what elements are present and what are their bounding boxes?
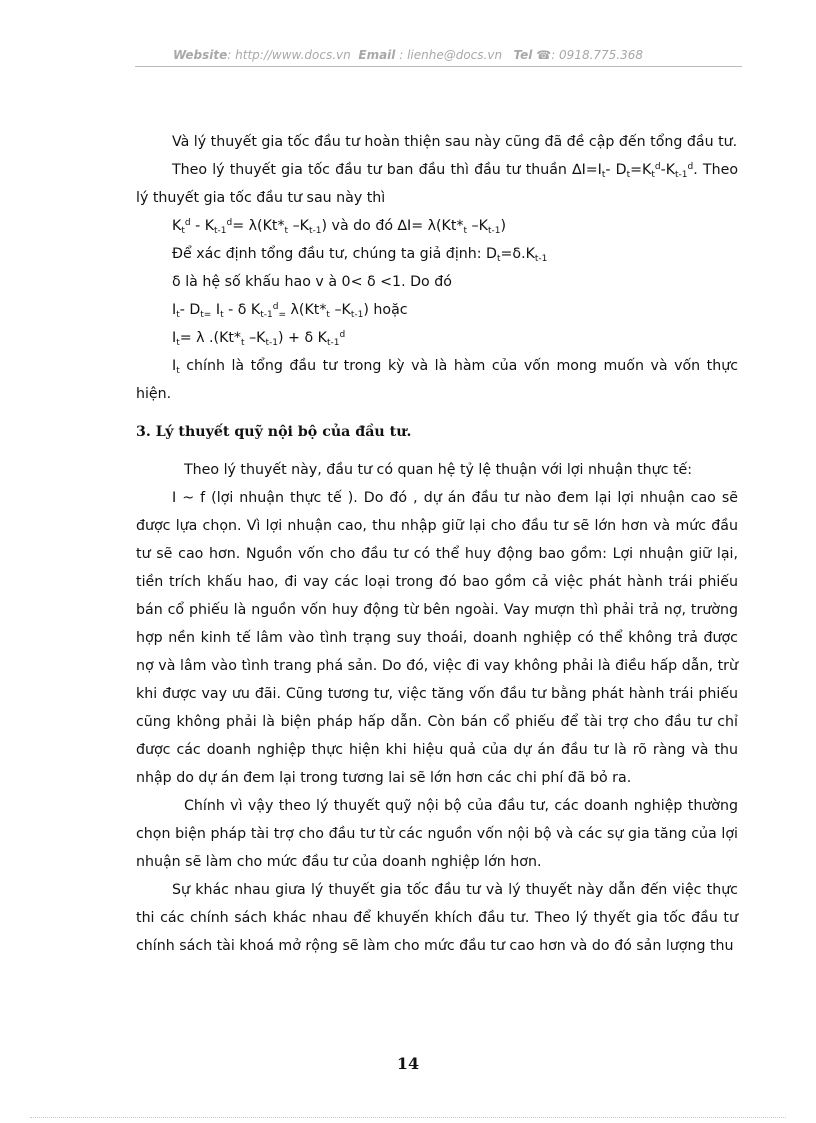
website-label: Website <box>172 48 228 62</box>
formula-3: δ là hệ số khấu hao v à 0< δ <1. Do đó <box>172 274 452 290</box>
formula-2: Để xác định tổng đầu tư, chúng ta giả định: $D_t=\delta.K_{t-1}$ <box>172 246 548 264</box>
email-value: : lienhe@docs.vn <box>395 48 503 62</box>
paragraph-7: Sự khác nhau giưa lý thuyết gia tốc đầu tư và lý thuyết này dẫn đến việc thực thi các chính sách khác nhau để khuyến khích đầu tư. Theo lý thyết gia tốc đầu tư chính sách tài khoá mở rộng sẽ làm cho mức đầu tư cao hơn và do đó sản lượng thu <box>136 882 738 954</box>
formula-1: $K_t^d - K_{t-1}^d= \lambda(Kt*_t$ $-K_{t-1}$) và do đó $\Delta I= \lambda(Kt*_t$ $-K_{t-1}$) <box>172 218 507 236</box>
paragraph-5: I ~ f (lợi nhuận thực tế ). Do đó , dự án đầu tư nào đem lại lợi nhuận cao sẽ được lựa chọn. Vì lợi nhuận cao, thu nhập giữ lại cho đầu tư sẽ lớn hơn và mức đầu tư sẽ cao hơn. Nguồn vốn cho đầu tư có thể huy động bao gồm: Lợi nhuận giữ lại, tiền trích khấu hao, đi vay các loại trong đó bao gồm cả việc phát hành trái phiếu bán cổ phiếu là nguồn vốn huy động từ bên ngoài. Vay mượn thì phải trả nợ, trường hợp nền kinh tế lâm vào tình trạng suy thoái, doanh nghiệp có thể không trả được nợ và lâm vào tình trang phá sản. Do đó, việc đi vay không phải là điều hấp dẫn, trừ khi được vay ưu đãi. Cũng tương tư, việc tăng vốn đầu tư bằng phát hành trái phiếu cũng không phải là biện pháp hấp dẫn. Còn bán cổ phiếu để tài trợ cho đầu tư chỉ được các doanh nghiệp thực hiện khi hiệu quả của dự án đầu tư là rõ ràng và thu nhập do dự án đem lại trong tương lai sẽ lớn hơn các chi phí đã bỏ ra. <box>136 490 738 786</box>
formula-4: $I_t-$ $D_{t=}$ $I_t$ - δ $K_{t-1}^d_=$ $\lambda(Kt*_t$ $-K_{t-1}$) hoặc <box>172 302 408 320</box>
tel-value: : 0918.775.368 <box>551 48 644 62</box>
formula-5: $I_t= \lambda$ $.(Kt*_t$ $-K_{t-1}) + \delta$ $K_{t-1}^d$ <box>172 330 346 348</box>
phone-icon: ☎ <box>536 48 552 62</box>
paragraph-4: Theo lý thuyết này, đầu tư có quan hệ tỷ lệ thuận với lợi nhuận thực tế: <box>184 462 693 478</box>
page-number: 14 <box>396 1054 420 1073</box>
footer-divider <box>30 1117 786 1118</box>
paragraph-2: Theo lý thuyết gia tốc đầu tư ban đầu thì đầu tư thuần $\Delta I=I_t-$ $D_t=K_t^d-K_{t-1}^d$. Theo lý thuyết gia tốc đầu tư sau này thì <box>136 162 738 206</box>
paragraph-3: $I_t$ chính là tổng đầu tư trong kỳ và là hàm của vốn mong muốn và vốn thực hiện. <box>136 358 738 402</box>
page-header <box>0 48 816 62</box>
email-label: Email <box>358 48 396 62</box>
document-body <box>136 128 738 960</box>
header-divider <box>135 66 742 67</box>
paragraph-6: Chính vì vậy theo lý thuyết quỹ nội bộ của đầu tư, các doanh nghiệp thường chọn biện pháp tài trợ cho đầu tư từ các nguồn vốn nội bộ và các sự gia tăng của lợi nhuận sẽ làm cho mức đầu tư của doanh nghiệp lớn hơn. <box>136 798 738 870</box>
paragraph-1: Và lý thuyết gia tốc đầu tư hoàn thiện sau này cũng đã đề cập đến tổng đầu tư. <box>172 134 738 150</box>
section-heading: 3. Lý thuyết quỹ nội bộ của đầu tư. <box>136 424 412 440</box>
website-value: : http://www.docs.vn <box>227 48 351 62</box>
tel-label: Tel <box>513 48 533 62</box>
